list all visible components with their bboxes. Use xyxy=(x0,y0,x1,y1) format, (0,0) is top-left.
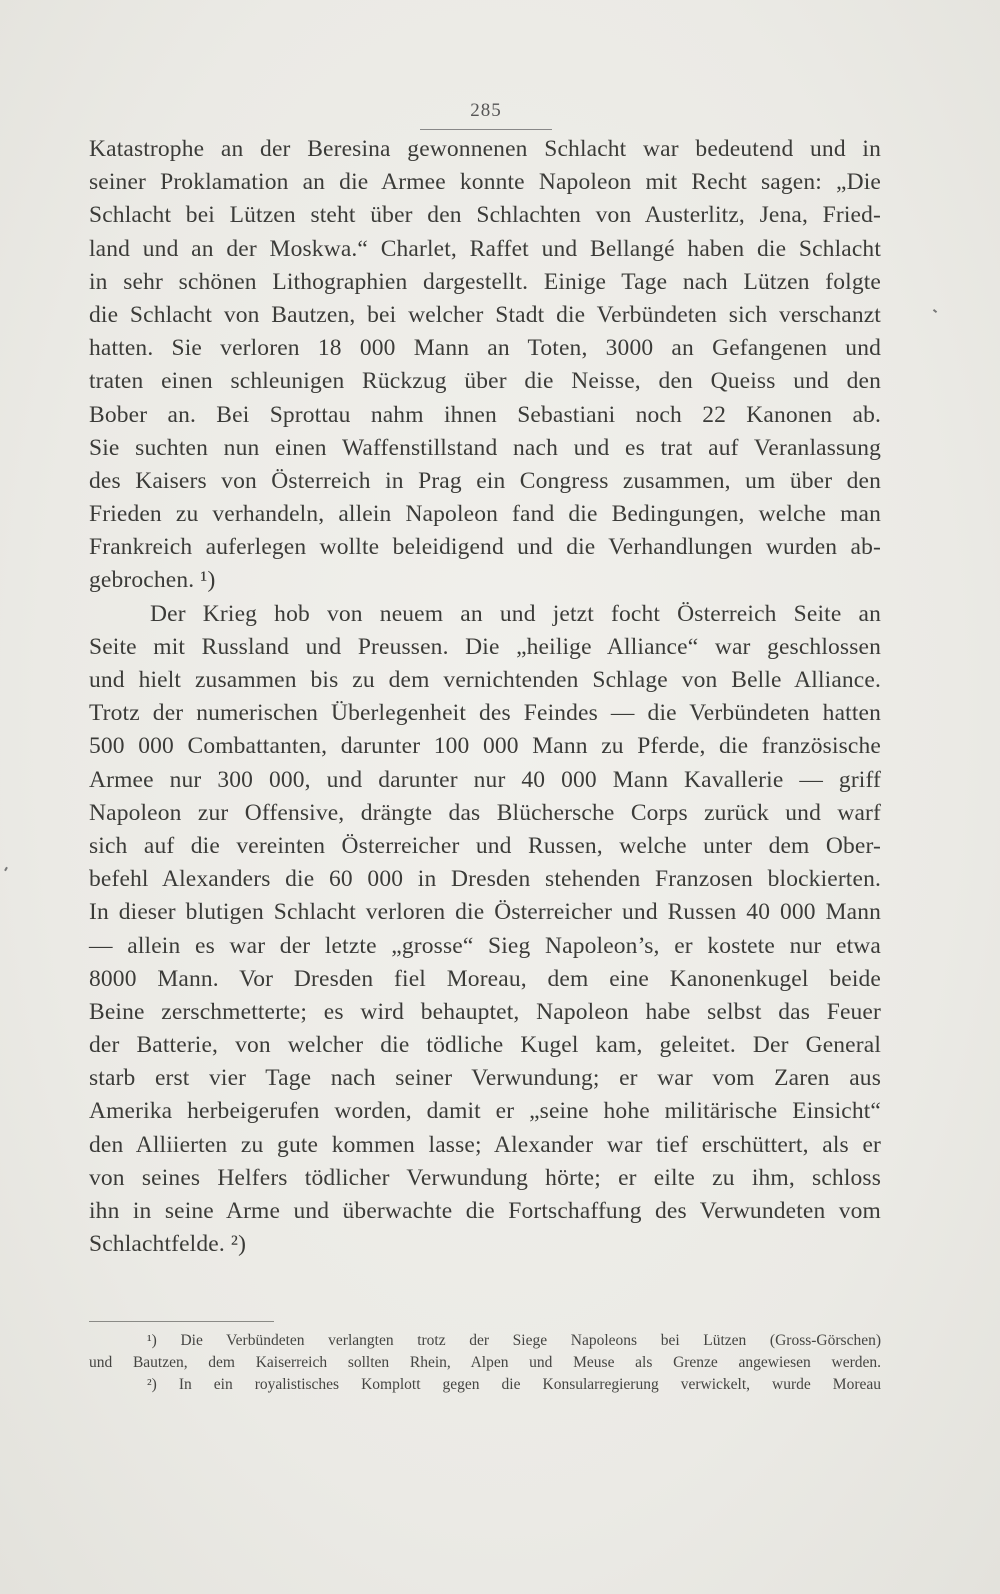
text-line: Katastrophe an der Beresina gewonnenen Schlacht war bedeutend und in xyxy=(89,136,881,162)
text-line: von seines Helfers tödlicher Verwundung hörte; er eilte zu ihm, schloss xyxy=(89,1164,881,1191)
text-line: befehl Alexanders die 60 000 in Dresden stehenden Franzosen blockierten. xyxy=(89,866,881,893)
body-text xyxy=(89,133,881,1261)
text-line: in sehr schönen Lithographien dargestellt. Einige Tage nach Lützen folgte xyxy=(89,268,881,295)
text-line: seiner Proklamation an die Armee konnte Napoleon mit Recht sagen: „Die xyxy=(89,169,881,196)
paragraph-2 xyxy=(89,598,881,1262)
margin-mark xyxy=(4,867,8,871)
text-line: sich auf die vereinten Österreicher und Russen, welche unter dem Ober- xyxy=(89,832,881,859)
text-line: der Batterie, von welcher die tödliche Kugel kam, geleitet. Der General xyxy=(89,1032,881,1059)
text-line: starb erst vier Tage nach seiner Verwundung; er war vom Zaren aus xyxy=(89,1065,881,1092)
text-line: Amerika herbeigerufen worden, damit er „seine hohe militärische Einsicht“ xyxy=(89,1098,881,1125)
footnote-rule xyxy=(89,1321,274,1322)
text-line: Bober an. Bei Sprottau nahm ihnen Sebastiani noch 22 Kanonen ab. xyxy=(89,401,881,428)
text-line: und hielt zusammen bis zu dem vernichtenden Schlage von Belle Alliance. xyxy=(89,667,881,693)
text-line: Schlachtfelde. ²) xyxy=(89,1231,247,1258)
text-line: In dieser blutigen Schlacht verloren die Österreicher und Russen 40 000 Mann xyxy=(89,899,881,926)
text-line: Schlacht bei Lützen steht über den Schlachten von Austerlitz, Jena, Fried- xyxy=(89,202,881,229)
footnote-line: und Bautzen, dem Kaiserreich sollten Rhein, Alpen und Meuse als Grenze angewiesen werden. xyxy=(89,1354,881,1371)
text-line: hatten. Sie verloren 18 000 Mann an Toten, 3000 an Gefangenen und xyxy=(89,335,881,362)
text-line: die Schlacht von Bautzen, bei welcher Stadt die Verbündeten sich verschanzt xyxy=(89,301,881,328)
text-line: Der Krieg hob von neuem an und jetzt focht Österreich Seite an xyxy=(150,600,881,627)
text-line: Trotz der numerischen Überlegenheit des Feindes — die Verbündeten hatten xyxy=(89,700,881,727)
paragraph-1 xyxy=(89,133,881,598)
text-line: Napoleon zur Offensive, drängte das Blüchersche Corps zurück und warf xyxy=(89,799,881,826)
text-line: traten einen schleunigen Rückzug über die Neisse, den Queiss und den xyxy=(89,368,881,395)
text-line: Sie suchten nun einen Waffenstillstand nach und es trat auf Veranlassung xyxy=(89,434,881,461)
text-line: — allein es war der letzte „grosse“ Sieg Napoleon’s, er kostete nur etwa xyxy=(89,932,881,959)
text-line: land und an der Moskwa.“ Charlet, Raffet und Bellangé haben die Schlacht xyxy=(89,235,881,262)
header-rule xyxy=(420,129,552,130)
text-line: ihn in seine Arme und überwachte die Fortschaffung des Verwundeten vom xyxy=(89,1198,881,1224)
text-line: Beine zerschmetterte; es wird behauptet, Napoleon habe selbst das Feuer xyxy=(89,998,881,1025)
text-line: den Alliierten zu gute kommen lasse; Alexander war tief erschüttert, als er xyxy=(89,1131,881,1158)
text-line: Seite mit Russland und Preussen. Die „heilige Alliance“ war geschlossen xyxy=(89,633,881,660)
text-line: Frankreich auferlegen wollte beleidigend und die Verhandlungen wurden ab- xyxy=(89,534,881,561)
footnote-line: ¹) Die Verbündeten verlangten trotz der Siege Napoleons bei Lützen (Gross-Görschen) xyxy=(147,1332,881,1349)
text-line: des Kaisers von Österreich in Prag ein Congress zusammen, um über den xyxy=(89,467,881,494)
text-line: gebrochen. ¹) xyxy=(89,567,216,594)
margin-mark xyxy=(933,309,937,313)
text-line: 500 000 Combattanten, darunter 100 000 Mann zu Pferde, die französische xyxy=(89,733,881,760)
text-line: Armee nur 300 000, und darunter nur 40 000 Mann Kavallerie — griff xyxy=(89,766,881,793)
page-number: 285 xyxy=(470,100,502,121)
text-line: Frieden zu verhandeln, allein Napoleon fand die Bedingungen, welche man xyxy=(89,501,881,528)
footnote-line: ²) In ein royalistisches Komplott gegen die Konsularregierung verwickelt, wurde Moreau xyxy=(147,1376,881,1393)
text-line: 8000 Mann. Vor Dresden fiel Moreau, dem eine Kanonenkugel beide xyxy=(89,965,881,992)
footnotes xyxy=(89,1330,881,1396)
